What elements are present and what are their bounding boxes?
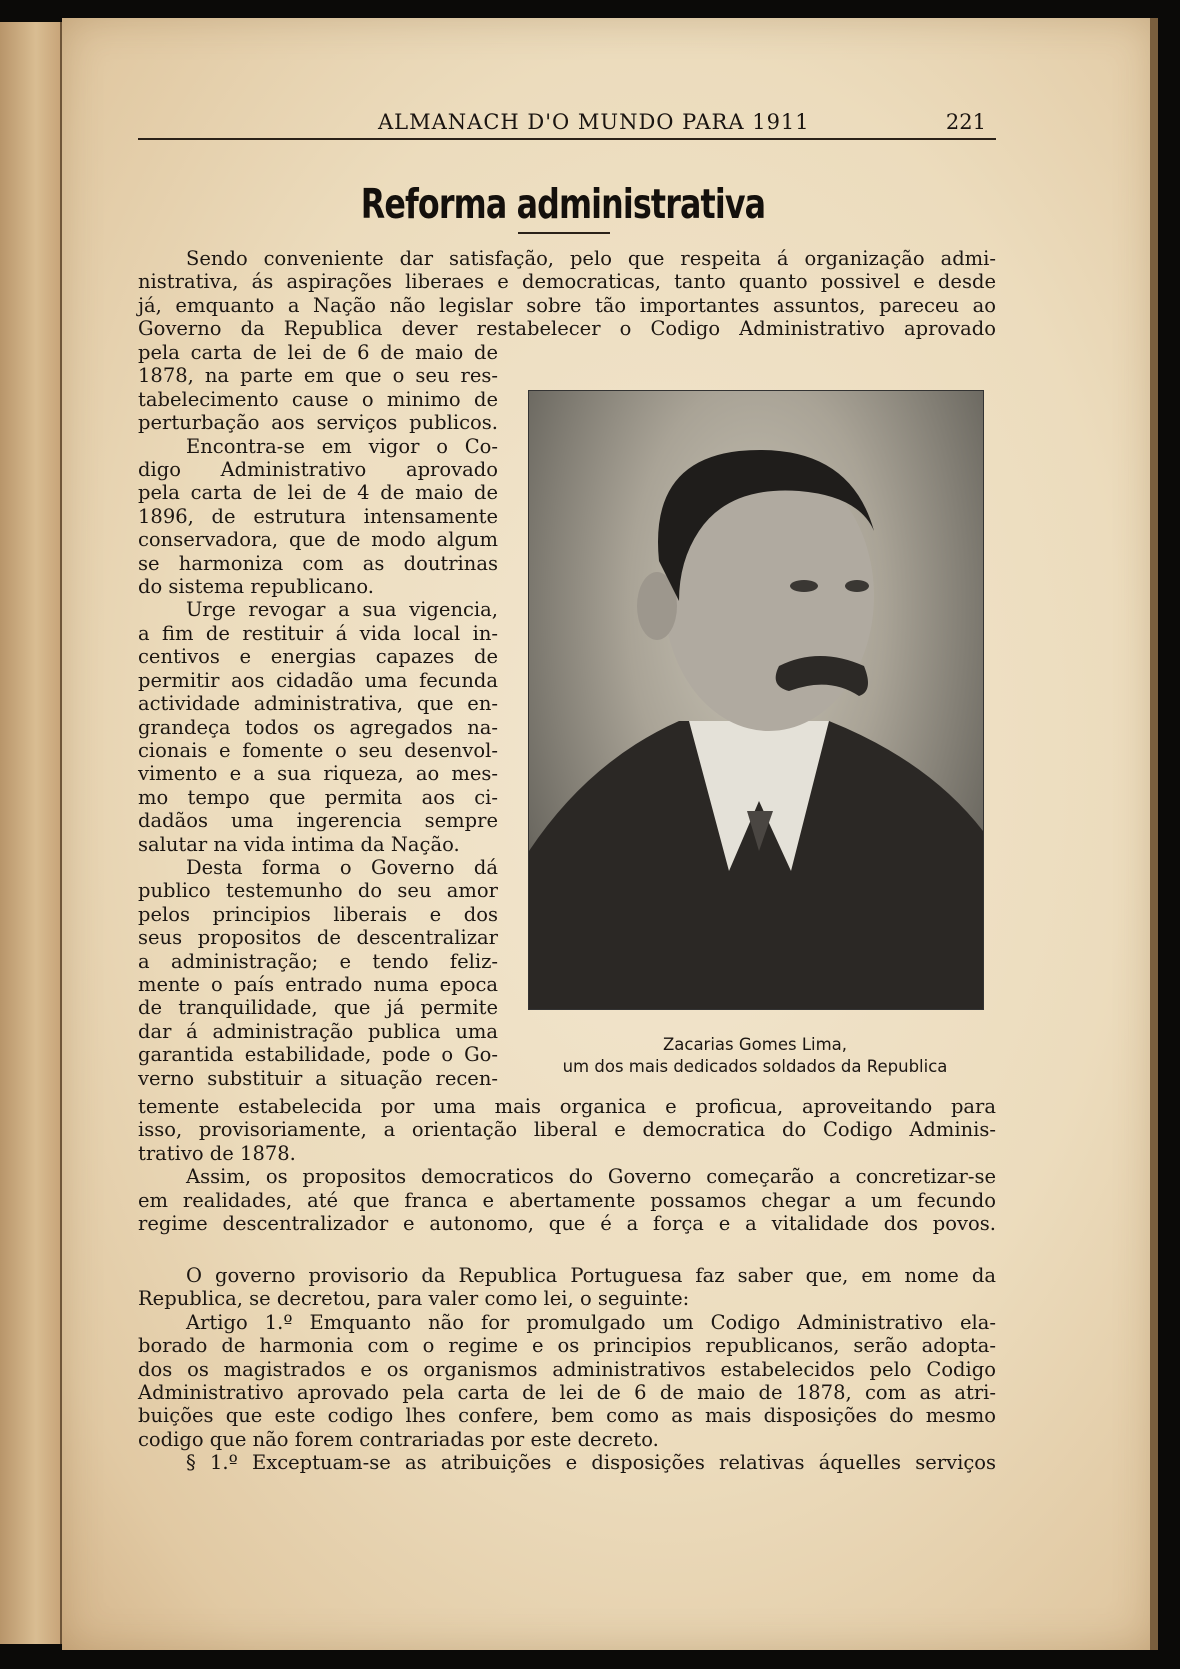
- text-line: 1896, de estrutura intensamente: [138, 504, 498, 528]
- text-line: a fim de restituir á vida local in-: [138, 621, 498, 645]
- column-paragraphs: [138, 341, 498, 1090]
- text-line: centivos e energias capazes de: [138, 645, 498, 669]
- text-line: dadãos uma ingerencia sempre: [138, 809, 498, 833]
- caption-description: um dos mais dedicados soldados da Republica: [562, 1057, 948, 1076]
- text-line: borado de harmonia com o regime e os principios republicanos, serão adopta-: [138, 1334, 996, 1358]
- intro-paragraph: [138, 247, 996, 341]
- text-line: nistrativa, ás aspirações liberaes e democraticas, tanto quanto possivel e desde: [138, 270, 996, 294]
- text-line: pelos principios liberais e dos: [138, 902, 498, 926]
- text-line: Governo da Republica dever restabelecer o Codigo Administrativo aprovado: [138, 317, 996, 341]
- text-line: verno substituir a situação recen-: [138, 1066, 498, 1090]
- caption-name: Zacarias Gomes Lima,: [662, 1035, 848, 1054]
- article-title: Reforma administrativa: [360, 180, 766, 228]
- text-line: dar á administração publica uma: [138, 1019, 498, 1043]
- title-rule: [518, 232, 610, 234]
- text-line: mo tempo que permita aos ci-: [138, 785, 498, 809]
- text-line: se harmoniza com as doutrinas: [138, 551, 498, 575]
- page-fore-edge: [1150, 18, 1158, 1650]
- text-line: Desta forma o Governo dá: [186, 855, 498, 879]
- text-line: pela carta de lei de 4 de maio de: [138, 481, 498, 505]
- text-line: salutar na vida intima da Nação.: [138, 832, 460, 856]
- eye: [790, 580, 818, 592]
- text-line: Assim, os propositos democraticos do Governo começarão a concretizar-se: [186, 1165, 996, 1189]
- text-line: Urge revogar a sua vigencia,: [186, 598, 498, 622]
- continuation-paragraphs: [138, 1095, 996, 1235]
- text-line: § 1.º Exceptuam-se as atribuições e disposições relativas áquelles serviços: [186, 1451, 996, 1475]
- text-line: permitir aos cidadão uma fecunda: [138, 668, 498, 692]
- photo-caption: [510, 1034, 1000, 1078]
- text-line: grandeça todos os agregados na-: [138, 715, 498, 739]
- text-line: buições que este codigo lhes confere, bem como as mais disposições do mesmo: [138, 1404, 996, 1428]
- text-line: seus propositos de descentralizar: [138, 926, 498, 950]
- text-line: Administrativo aprovado pela carta de lei de 6 de maio de 1878, com as atri-: [138, 1381, 996, 1405]
- running-title: ALMANACH D'O MUNDO PARA 1911: [378, 110, 810, 134]
- text-line: O governo provisorio da Republica Portuguesa faz saber que, em nome da: [186, 1264, 996, 1287]
- text-line: vimento e a sua riqueza, ao mes-: [138, 762, 498, 786]
- running-header: [138, 108, 996, 140]
- eye: [845, 580, 869, 592]
- portrait-photo: [528, 390, 984, 1010]
- text-line: de tranquilidade, que já permite: [138, 996, 498, 1020]
- page-number: 221: [945, 110, 986, 134]
- text-line: cionais e fomente o seu desenvol-: [138, 738, 498, 762]
- portrait-illustration: [529, 391, 983, 1009]
- text-line: em realidades, até que franca e abertamente possamos chegar a um fecundo: [138, 1188, 996, 1212]
- text-line: 1878, na parte em que o seu res-: [138, 364, 498, 388]
- text-line: perturbação aos serviços publicos.: [138, 411, 498, 435]
- text-line: garantida estabilidade, pode o Go-: [138, 1043, 498, 1067]
- text-line: actividade administrativa, que en-: [138, 692, 498, 716]
- text-line: publico testemunho do seu amor: [138, 879, 498, 903]
- text-line: do sistema republicano.: [138, 575, 374, 599]
- text-line: dos os magistrados e os organismos administrativos estabelecidos pelo Codigo: [138, 1357, 996, 1381]
- text-line: trativo de 1878.: [138, 1141, 296, 1165]
- text-line: mente o país entrado numa epoca: [138, 972, 498, 996]
- decree-paragraphs: [138, 1264, 996, 1475]
- text-line: isso, provisoriamente, a orientação liberal e democratica do Codigo Adminis-: [138, 1118, 996, 1142]
- previous-page-edge: [0, 22, 62, 1644]
- text-line: regime descentralizador e autonomo, que é a força e a vitalidade dos povos.: [138, 1212, 996, 1236]
- text-line: pela carta de lei de 6 de maio de: [138, 341, 498, 364]
- text-line: codigo que não forem contrariadas por este decreto.: [138, 1427, 659, 1451]
- text-line: Artigo 1.º Emquanto não for promulgado um Codigo Administrativo ela-: [186, 1310, 996, 1334]
- text-line: já, emquanto a Nação não legislar sobre tão importantes assuntos, pareceu ao: [138, 293, 996, 317]
- text-line: tabelecimento cause o minimo de: [138, 387, 498, 411]
- text-line: conservadora, que de modo algum: [138, 528, 498, 552]
- text-line: temente estabelecida por uma mais organica e proficua, aproveitando para: [138, 1095, 996, 1118]
- text-line: Republica, se decretou, para valer como lei, o seguinte:: [138, 1287, 690, 1311]
- text-line: Sendo conveniente dar satisfação, pelo que respeita á organização admi-: [186, 247, 996, 270]
- text-line: Encontra-se em vigor o Co-: [186, 434, 498, 458]
- text-line: a administração; e tendo feliz-: [138, 949, 498, 973]
- text-line: digo Administrativo aprovado: [138, 458, 498, 482]
